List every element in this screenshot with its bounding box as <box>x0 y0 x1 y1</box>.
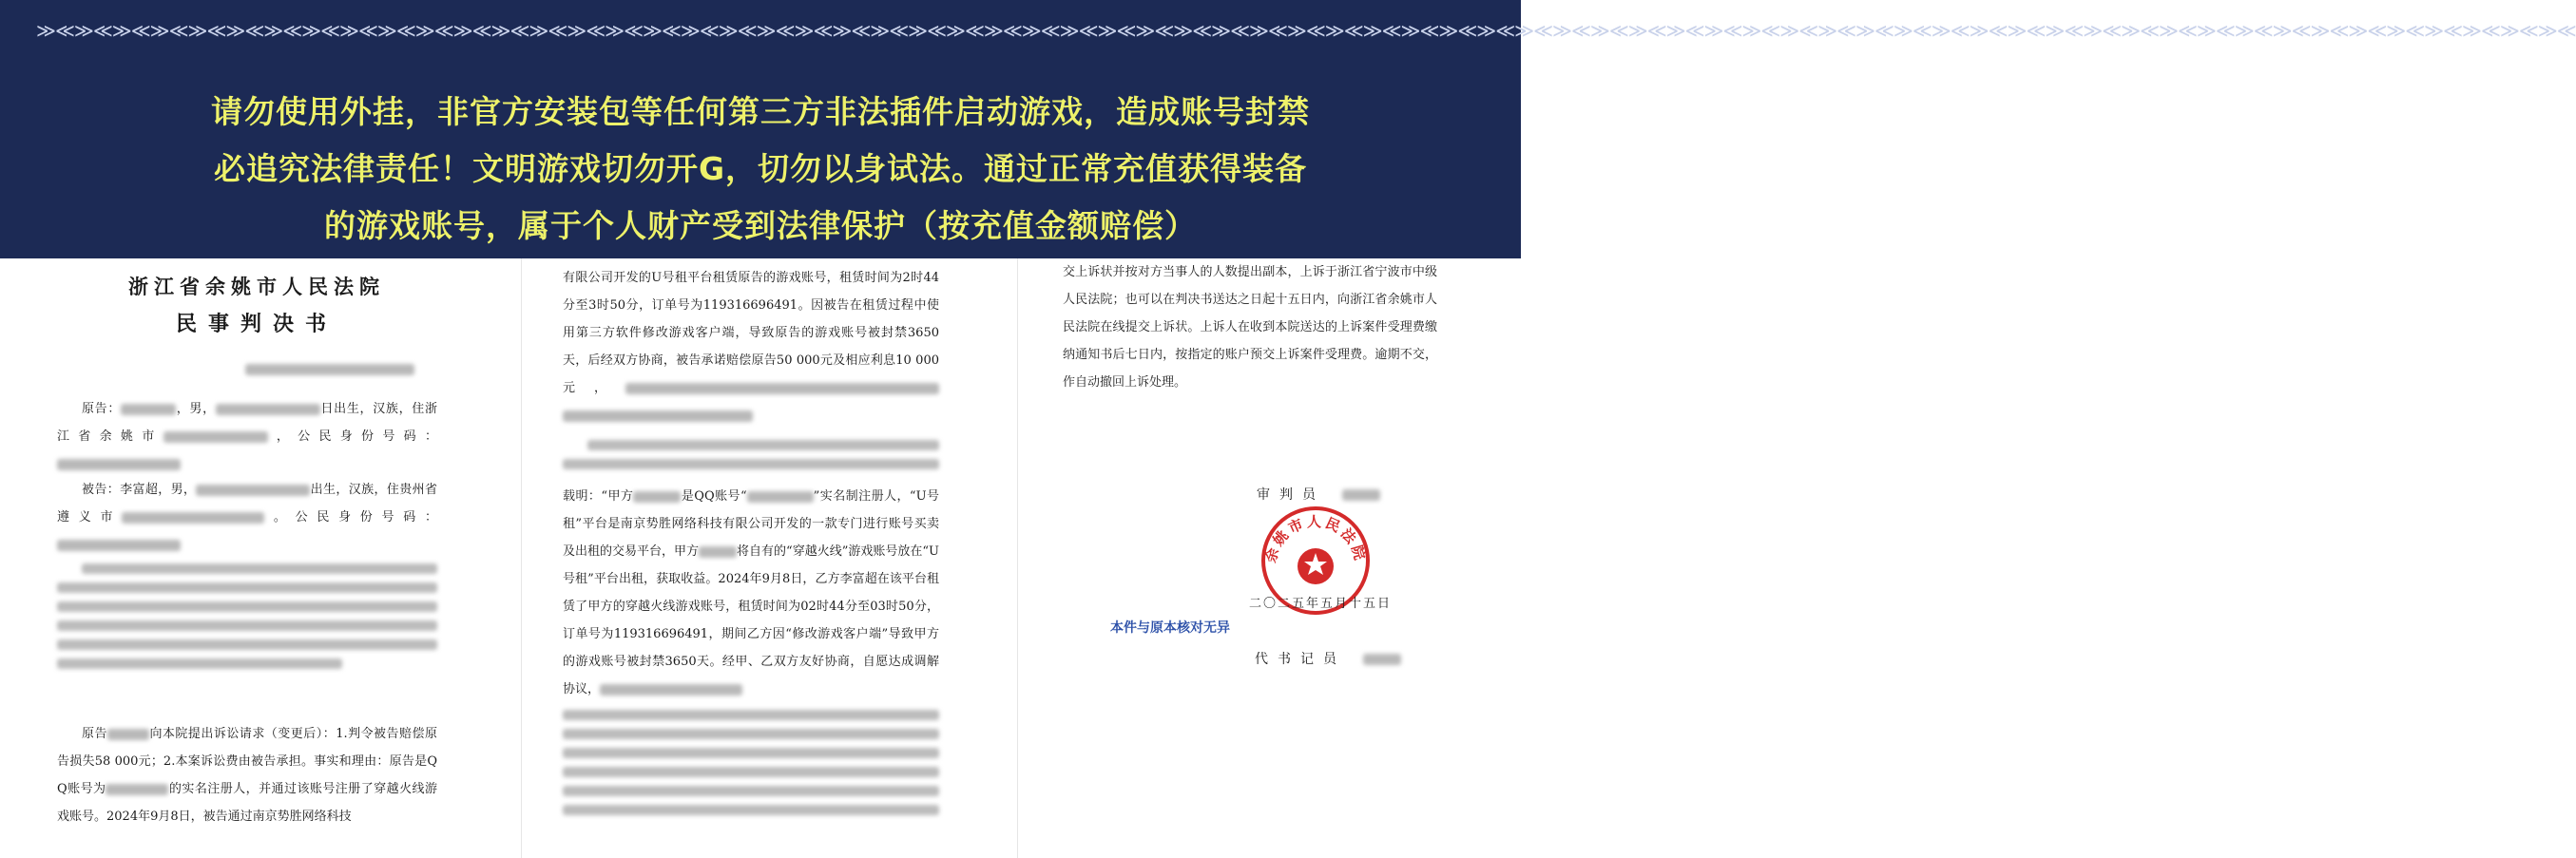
warning-banner <box>0 0 2576 258</box>
warning-line-2: 必追究法律责任！文明游戏切勿开G，切勿以身试法。通过正常充值获得装备 <box>213 150 1308 187</box>
court-name: 浙江省余姚市人民法院 <box>128 275 385 298</box>
defendant-info: 被告：李富超，男， 出生，汉族，住贵州省遵义市 。公民身份号码： <box>57 476 437 559</box>
judge-label: 审判员 <box>1257 485 1380 504</box>
case-number-redacted <box>245 359 414 377</box>
redacted-paragraph <box>57 555 437 677</box>
judgment-page-2 <box>542 258 998 858</box>
page-divider <box>1017 258 1018 858</box>
redacted-paragraph <box>563 431 939 478</box>
warning-text <box>0 84 1521 255</box>
page-divider <box>521 258 522 858</box>
document-type-title: 民事判决书 <box>175 312 337 336</box>
plaintiff-claims: 原告 向本院提出诉讼请求（变更后）：1.判令被告赔偿原告损失58 000元；2.本案诉讼费由被告承担。事实和理由：原告是QQ账号为 的实名注册人，并通过该账号注册了穿越火线游戏账号。2024年9月8日，被告通过南京势胜网络科技 <box>57 727 437 824</box>
svg-text:余姚市人民法院: 余姚市人民法院 <box>1261 513 1370 565</box>
appeal-instructions: 交上诉状并按对方当事人的人数提出副本，上诉于浙江省宁波市中级人民法院；也可以在判决书送达之日起十五日内，向浙江省余姚市人民法院在线提交上诉状。上诉人在收到本院送达的上诉案件受理费缴纳通知书后七日内，按指定的账户预交上诉案件受理费。逾期不交，作自动撤回上诉处理。 <box>1063 265 1437 390</box>
judgment-page-1 <box>0 258 504 858</box>
warning-line-1: 请勿使用外挂，非官方安装包等任何第三方非法插件启动游戏，造成账号封禁 <box>211 93 1310 130</box>
facts-paragraph: 有限公司开发的U号租平台租赁原告的游戏账号，租赁时间为2时44分至3时50分，订单号为119316696491。因被告在租赁过程中使用第三方软件修改游戏客户端，导致原告的游戏账号被封禁3650天，后经双方协商，被告承诺赔偿原告50 000元及相应利息10 000元， <box>563 264 939 429</box>
judgment-date: 二〇二五年五月十五日 <box>1249 597 1393 611</box>
plaintiff-info: 原告： ，男， 日出生，汉族，住浙江省余姚市 ，公民身份号码： <box>57 395 437 478</box>
redacted-paragraph <box>563 701 939 824</box>
verification-stamp: 本件与原本核对无异 <box>1110 620 1230 636</box>
chain-border-decoration: ≫≪≫≪≫≪≫≪≫≪≫≪≫≪≫≪≫≪≫≪≫≪≫≪≫≪≫≪≫≪≫≪≫≪≫≪≫≪≫≪≫≪≫≪≫≪≫≪≫≪≫≪≫≪≫≪≫≪≫≪≫≪≫≪≫≪≫≪≫≪≫≪≫≪≫≪≫≪≫≪≫≪≫≪≫≪≫≪≫≪≫≪≫≪≫≪≫≪≫≪≫≪≫≪≫≪≫≪≫≪≫≪≫≪≫≪≫≪≫≪≫≪≫≪≫≪≫≪≫≪≫≪≫≪ <box>36 19 2576 42</box>
warning-line-3: 的游戏账号，属于个人财产受到法律保护（按充值金额赔偿） <box>324 207 1197 244</box>
agreement-paragraph: 载明：“甲方 是QQ账号“ ”实名制注册人，“U号租”平台是南京势胜网络科技有限公司开发的一款专门进行账号买卖及出租的交易平台，甲方 将自有的“穿越火线”游戏账号放在“U号租”平台出租，获取收益。2024年9月8日，乙方李富超在该平台租赁了甲方的穿越火线游戏账号，租赁时间为02时44分至03时50分，订单号为119316696491，期间乙方因“修改游戏客户端”导致甲方的游戏账号被封禁3650天。经甲、乙双方友好协商，自愿达成调解协议， <box>563 489 939 696</box>
clerk-label: 代书记员 <box>1255 649 1401 668</box>
